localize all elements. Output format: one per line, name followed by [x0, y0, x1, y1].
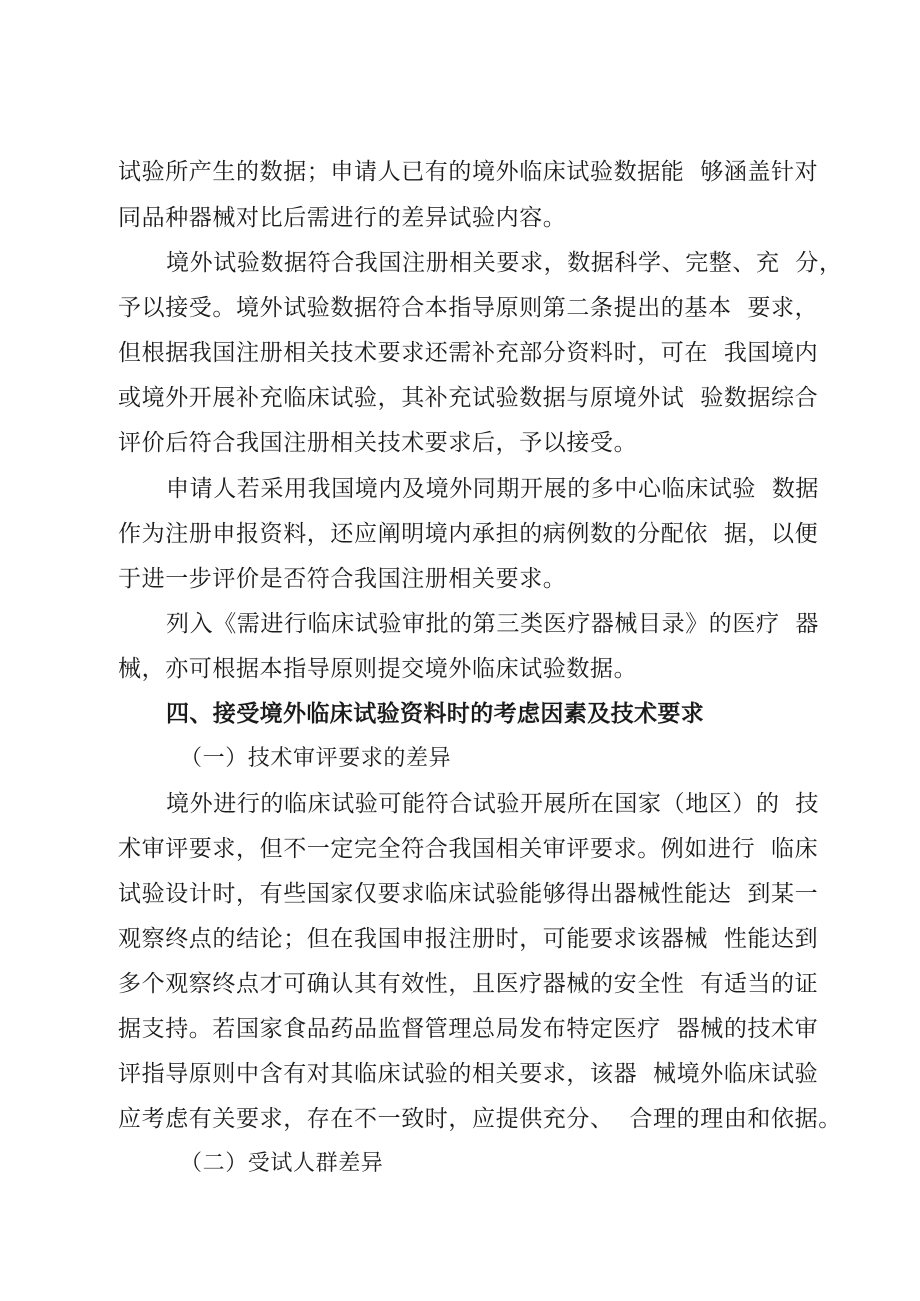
paragraph-line: 试验所产生的数据；申请人已有的境外临床试验数据能 够涵盖针对 [118, 159, 819, 185]
paragraph-line: 同品种器械对比后需进行的差异试验内容。 [118, 205, 567, 231]
paragraph-line: 境外试验数据符合我国注册相关要求，数据科学、完整、充 分， [166, 250, 843, 276]
paragraph-line: 评价后符合我国注册相关技术要求后，予以接受。 [118, 430, 638, 456]
paragraph-line: 予以接受。境外试验数据符合本指导原则第二条提出的基本 要求， [118, 295, 819, 321]
paragraph-line: 术审评要求，但不一定完全符合我国相关审评要求。例如进行 临床 [118, 836, 819, 862]
paragraph-line: 或境外开展补充临床试验，其补充试验数据与原境外试 验数据综合 [118, 385, 819, 411]
paragraph-line: 评指导原则中含有对其临床试验的相关要求，该器 械境外临床试验 [118, 1061, 819, 1087]
paragraph-line: 于进一步评价是否符合我国注册相关要求。 [118, 566, 567, 592]
paragraph-line: 试验设计时，有些国家仅要求临床试验能够得出器械性能达 到某一 [118, 881, 819, 907]
subsection-heading: （一）技术审评要求的差异 [180, 746, 452, 771]
subsection-heading: （二）受试人群差异 [180, 1151, 384, 1176]
paragraph-line: 械，亦可根据本指导原则提交境外临床试验数据。 [118, 656, 638, 682]
paragraph-line: 应考虑有关要求，存在不一致时，应提供充分、 合理的理由和依据。 [118, 1106, 842, 1132]
paragraph-line: 作为注册申报资料，还应阐明境内承担的病例数的分配依 据，以便 [118, 521, 819, 547]
section-heading: 四、接受境外临床试验资料时的考虑因素及技术要求 [166, 701, 705, 727]
paragraph-line: 观察终点的结论；但在我国申报注册时，可能要求该器械 性能达到 [118, 926, 819, 952]
paragraph-line: 但根据我国注册相关技术要求还需补充部分资料时，可在 我国境内 [118, 340, 819, 366]
paragraph-line: 申请人若采用我国境内及境外同期开展的多中心临床试验 数据 [166, 476, 820, 502]
paragraph-line: 据支持。若国家食品药品监督管理总局发布特定医疗 器械的技术审 [118, 1016, 819, 1042]
paragraph-line: 境外进行的临床试验可能符合试验开展所在国家（地区）的 技 [166, 791, 820, 817]
paragraph-line: 多个观察终点才可确认其有效性，且医疗器械的安全性 有适当的证 [118, 971, 819, 997]
paragraph-line: 列入《需进行临床试验审批的第三类医疗器械目录》的医疗 器 [166, 611, 820, 637]
